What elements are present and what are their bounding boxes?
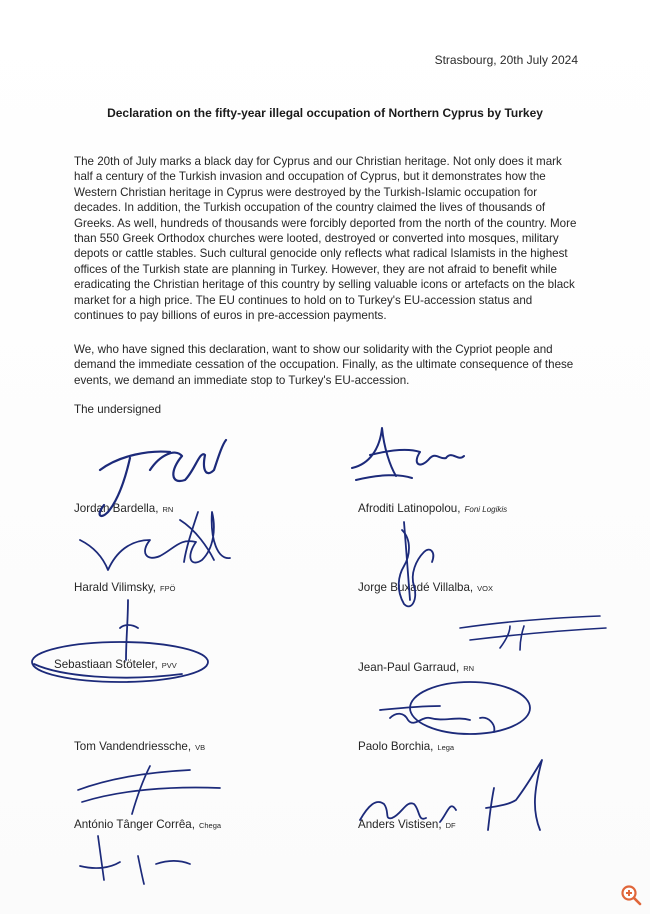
signatory-party: FPÖ (160, 584, 176, 593)
signatory-name: Afroditi Latinopolou, (358, 502, 461, 515)
signatory-name: Anders Vistisen, (358, 818, 442, 831)
signatory-party: RN (463, 664, 475, 673)
signatory-party: VB (195, 743, 206, 752)
place-date: Strasbourg, 20th July 2024 (434, 53, 578, 67)
signatory-party: DF (445, 821, 456, 830)
signatory-latinopolou (358, 502, 507, 515)
signatory-party: PVV (161, 661, 177, 670)
signatory-name: Jean-Paul Garraud, (358, 661, 460, 674)
signature-latinopolou (352, 428, 464, 480)
signatory-bardella (74, 502, 173, 515)
signatory-tanger-correa (74, 818, 221, 831)
signatory-name: Paolo Borchia, (358, 740, 434, 753)
paragraph-1: The 20th of July marks a black day for Cyprus and our Christian heritage. Not only does it mark half a century of the Turkish invasion and occupation of Cyprus, but it demonstrates how the Western Christian heritage in Cyprus were destroyed by the Turkish-Islamic occupation for decades. In addition, the Turkish occupation of the country claimed the lives of thousands of Greeks. As well, hundreds of thousands were forcibly deported from the north of the country. More than 550 Greek Orthodox churches were looted, destroyed or converted into mosques, military depots or cattle stables. Such cultural genocide only reflects what radical Islamists in the highest offices of the Turkish state are planning in Turkey. However, they are not afraid to benefit while eradicating the Christian heritage of this country by selling valuable icons or artefacts on the black market for a high price. The EU continues to hold on to Turkey's EU-accession status and continues to pay billions of euros in pre-accession payments. (74, 155, 577, 323)
signatory-garraud (358, 661, 474, 674)
paragraph-2: We, who have signed this declaration, want to show our solidarity with the Cypriot people and demand the immediate cessation of the occupation. Finally, as the ultimate consequence of these events, we demand an immediate stop to Turkey's EU-accession. (74, 343, 574, 387)
undersigned-label: The undersigned (74, 403, 162, 416)
signatory-vistisen (358, 818, 456, 831)
signatory-name: Sebastiaan Stöteler, (54, 658, 158, 671)
signatory-name: Tom Vandendriessche, (74, 740, 192, 753)
signatory-party: Foni Logikis (464, 505, 508, 514)
signatory-name: Jordan Bardella, (74, 502, 159, 515)
signatory-borchia (358, 740, 454, 753)
signature-garraud (460, 616, 606, 650)
signatory-party: VOX (477, 584, 493, 593)
zoom-in-icon[interactable] (620, 884, 642, 906)
signatory-vilimsky (74, 581, 175, 594)
signatory-party: RN (162, 505, 174, 514)
signatory-name: Harald Vilimsky, (74, 581, 157, 594)
document-title: Declaration on the fifty-year illegal occupation of Northern Cyprus by Turkey (107, 106, 543, 120)
signatory-name: António Tânger Corrêa, (74, 818, 195, 831)
signature-borchia (380, 682, 530, 734)
signatory-buxade (358, 581, 493, 594)
signatory-name: Jorge Buxadé Villalba, (358, 581, 474, 594)
signatory-party: Lega (437, 743, 455, 752)
signatory-party: Chega (198, 821, 222, 830)
signature-vilimsky (80, 512, 230, 570)
signatory-vandendriessche (74, 740, 205, 753)
signatory-stoteler (54, 658, 177, 671)
